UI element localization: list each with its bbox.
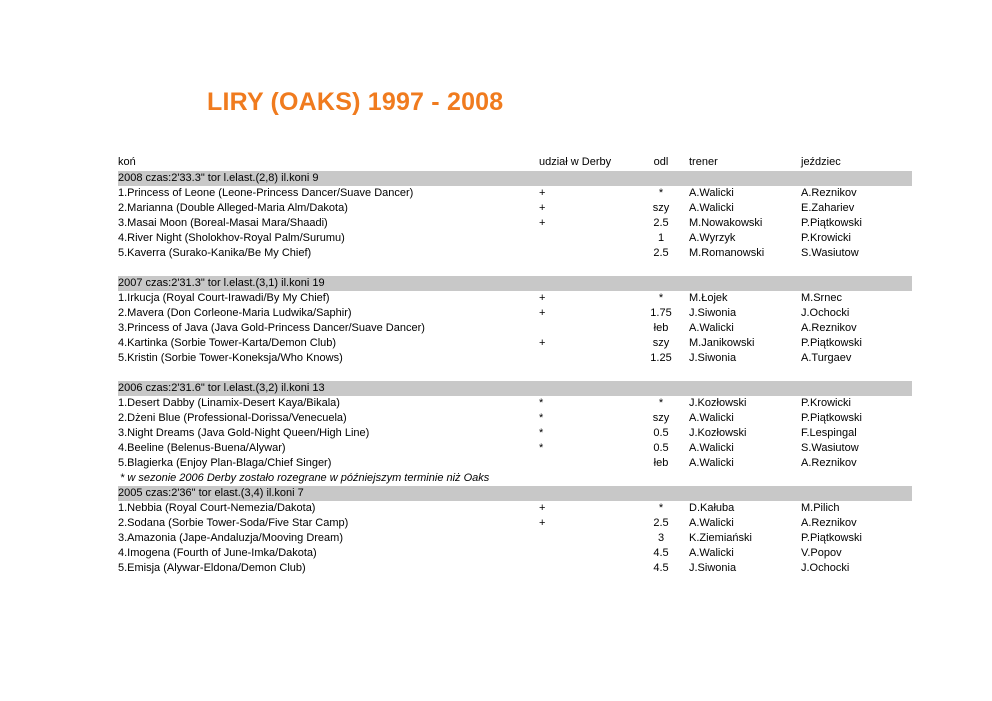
cell-kon: 5.Blagierka (Enjoy Plan-Blaga/Chief Singer)	[118, 457, 332, 469]
cell-kon: 1.Nebbia (Royal Court-Nemezia/Dakota)	[118, 502, 316, 514]
cell-derby: *	[539, 427, 544, 439]
cell-jezdziec: P.Piątkowski	[801, 532, 862, 544]
cell-odl: 4.5	[653, 562, 669, 574]
cell-kon: 3.Amazonia (Jape-Andaluzja/Mooving Dream)	[118, 532, 343, 544]
cell-jezdziec: A.Reznikov	[801, 187, 857, 199]
cell-derby: +	[539, 187, 546, 199]
cell-odl: 0.5	[653, 442, 669, 454]
cell-derby: +	[539, 337, 546, 349]
cell-jezdziec: P.Krowicki	[801, 232, 851, 244]
cell-derby: *	[539, 442, 544, 454]
cell-derby: +	[539, 292, 546, 304]
results-table	[118, 155, 912, 576]
cell-odl: szy	[652, 412, 670, 424]
cell-trener: J.Siwonia	[689, 307, 737, 319]
cell-odl: *	[658, 187, 664, 199]
cell-odl: *	[658, 502, 664, 514]
cell-trener: A.Walicki	[689, 202, 734, 214]
cell-kon: 5.Emisja (Alywar-Eldona/Demon Club)	[118, 562, 306, 574]
table-row	[118, 411, 912, 426]
cell-jezdziec: M.Pilich	[801, 502, 840, 514]
table-row	[118, 321, 912, 336]
table-row	[118, 441, 912, 456]
cell-kon: 1.Irkucja (Royal Court-Irawadi/By My Chief)	[118, 292, 330, 304]
cell-odl: 2.5	[653, 247, 669, 259]
cell-derby: +	[539, 217, 546, 229]
column-header-row	[118, 155, 912, 171]
cell-odl: szy	[652, 337, 670, 349]
table-row	[118, 186, 912, 201]
column-header-kon: koń	[118, 156, 136, 168]
cell-jezdziec: M.Srnec	[801, 292, 842, 304]
section-header-text: 2008 czas:2'33.3" tor l.elast.(2,8) il.koni 9	[118, 172, 319, 184]
cell-jezdziec: A.Turgaev	[801, 352, 852, 364]
table-row	[118, 201, 912, 216]
cell-trener: M.Janikowski	[689, 337, 755, 349]
table-row	[118, 216, 912, 231]
cell-derby: +	[539, 202, 546, 214]
cell-derby: *	[539, 412, 544, 424]
cell-trener: J.Kozłowski	[689, 427, 747, 439]
table-row	[118, 456, 912, 471]
cell-jezdziec: J.Ochocki	[801, 562, 850, 574]
page-title: LIRY (OAKS) 1997 - 2008	[207, 88, 504, 116]
table-row	[118, 516, 912, 531]
cell-odl: 1	[657, 232, 665, 244]
column-header-derby: udział w Derby	[539, 156, 612, 168]
cell-odl: łeb	[653, 457, 669, 469]
cell-jezdziec: J.Ochocki	[801, 307, 850, 319]
cell-kon: 4.Beeline (Belenus-Buena/Alywar)	[118, 442, 286, 454]
cell-jezdziec: S.Wasiutow	[801, 247, 859, 259]
cell-kon: 3.Masai Moon (Boreal-Masai Mara/Shaadi)	[118, 217, 328, 229]
table-row	[118, 306, 912, 321]
cell-jezdziec: P.Piątkowski	[801, 412, 862, 424]
cell-odl: 4.5	[653, 547, 669, 559]
cell-trener: A.Walicki	[689, 187, 734, 199]
table-row	[118, 231, 912, 246]
section-header-text: 2007 czas:2'31.3" tor l.elast.(3,1) il.koni 19	[118, 277, 325, 289]
cell-kon: 5.Kaverra (Surako-Kanika/Be My Chief)	[118, 247, 312, 259]
cell-jezdziec: A.Reznikov	[801, 517, 857, 529]
section-header-row	[118, 276, 912, 291]
cell-derby: *	[539, 397, 544, 409]
footnote-text: * w sezonie 2006 Derby zostało rozegrane w późniejszym terminie niż Oaks	[120, 472, 490, 484]
cell-derby: +	[539, 502, 546, 514]
section-header-row	[118, 486, 912, 501]
table-row	[118, 546, 912, 561]
section-spacer	[118, 261, 912, 276]
cell-derby: +	[539, 307, 546, 319]
cell-trener: J.Kozłowski	[689, 397, 747, 409]
cell-odl: *	[658, 397, 664, 409]
cell-odl: 2.5	[653, 517, 669, 529]
footnote-row	[118, 471, 912, 486]
cell-odl: 0.5	[653, 427, 669, 439]
section-header-row	[118, 171, 912, 186]
cell-trener: A.Walicki	[689, 457, 734, 469]
cell-trener: A.Walicki	[689, 442, 734, 454]
cell-odl: 1.75	[650, 307, 672, 319]
cell-kon: 4.Imogena (Fourth of June-Imka/Dakota)	[118, 547, 317, 559]
cell-trener: A.Walicki	[689, 547, 734, 559]
cell-jezdziec: P.Piątkowski	[801, 217, 862, 229]
cell-odl: szy	[652, 202, 670, 214]
table-row	[118, 426, 912, 441]
cell-kon: 5.Kristin (Sorbie Tower-Koneksja/Who Knows)	[118, 352, 343, 364]
cell-jezdziec: A.Reznikov	[801, 457, 857, 469]
cell-kon: 4.River Night (Sholokhov-Royal Palm/Surumu)	[118, 232, 345, 244]
cell-jezdziec: E.Zahariev	[801, 202, 855, 214]
cell-jezdziec: A.Reznikov	[801, 322, 857, 334]
cell-jezdziec: V.Popov	[801, 547, 842, 559]
section-header-text: 2006 czas:2'31.6" tor l.elast.(3,2) il.koni 13	[118, 382, 325, 394]
cell-kon: 2.Sodana (Sorbie Tower-Soda/Five Star Camp)	[118, 517, 349, 529]
cell-trener: M.Łojek	[689, 292, 728, 304]
cell-kon: 1.Desert Dabby (Linamix-Desert Kaya/Bikala)	[118, 397, 340, 409]
cell-odl: *	[658, 292, 664, 304]
column-header-odl: odl	[653, 156, 669, 168]
cell-odl: 3	[657, 532, 665, 544]
cell-trener: M.Nowakowski	[689, 217, 763, 229]
table-row	[118, 501, 912, 516]
table-row	[118, 396, 912, 411]
cell-trener: M.Romanowski	[689, 247, 765, 259]
column-header-jezdziec: jeździec	[801, 156, 841, 168]
cell-kon: 2.Marianna (Double Alleged-Maria Alm/Dakota)	[118, 202, 348, 214]
table-row	[118, 561, 912, 576]
section-spacer	[118, 366, 912, 381]
cell-kon: 3.Princess of Java (Java Gold-Princess Dancer/Suave Dancer)	[118, 322, 425, 334]
cell-trener: K.Ziemiański	[689, 532, 752, 544]
section-header-text: 2005 czas:2'36" tor elast.(3,4) il.koni 7	[118, 487, 304, 499]
table-row	[118, 246, 912, 261]
table-row	[118, 351, 912, 366]
cell-jezdziec: S.Wasiutow	[801, 442, 859, 454]
cell-kon: 1.Princess of Leone (Leone-Princess Dancer/Suave Dancer)	[118, 187, 414, 199]
table-row	[118, 531, 912, 546]
cell-trener: A.Wyrzyk	[689, 232, 736, 244]
cell-jezdziec: P.Krowicki	[801, 397, 851, 409]
cell-trener: A.Walicki	[689, 517, 734, 529]
cell-odl: łeb	[653, 322, 669, 334]
table-row	[118, 336, 912, 351]
section-header-row	[118, 381, 912, 396]
cell-trener: A.Walicki	[689, 322, 734, 334]
cell-trener: A.Walicki	[689, 412, 734, 424]
cell-odl: 2.5	[653, 217, 669, 229]
cell-trener: J.Siwonia	[689, 562, 737, 574]
cell-kon: 3.Night Dreams (Java Gold-Night Queen/High Line)	[118, 427, 370, 439]
cell-jezdziec: P.Piątkowski	[801, 337, 862, 349]
cell-trener: D.Kałuba	[689, 502, 735, 514]
cell-derby: +	[539, 517, 546, 529]
table-row	[118, 291, 912, 306]
cell-jezdziec: F.Lespingal	[801, 427, 857, 439]
cell-trener: J.Siwonia	[689, 352, 737, 364]
cell-kon: 4.Kartinka (Sorbie Tower-Karta/Demon Club)	[118, 337, 337, 349]
cell-odl: 1.25	[650, 352, 672, 364]
cell-kon: 2.Mavera (Don Corleone-Maria Ludwika/Saphir)	[118, 307, 352, 319]
cell-kon: 2.Dżeni Blue (Professional-Dorissa/Venecuela)	[118, 412, 347, 424]
column-header-trener: trener	[689, 156, 718, 168]
